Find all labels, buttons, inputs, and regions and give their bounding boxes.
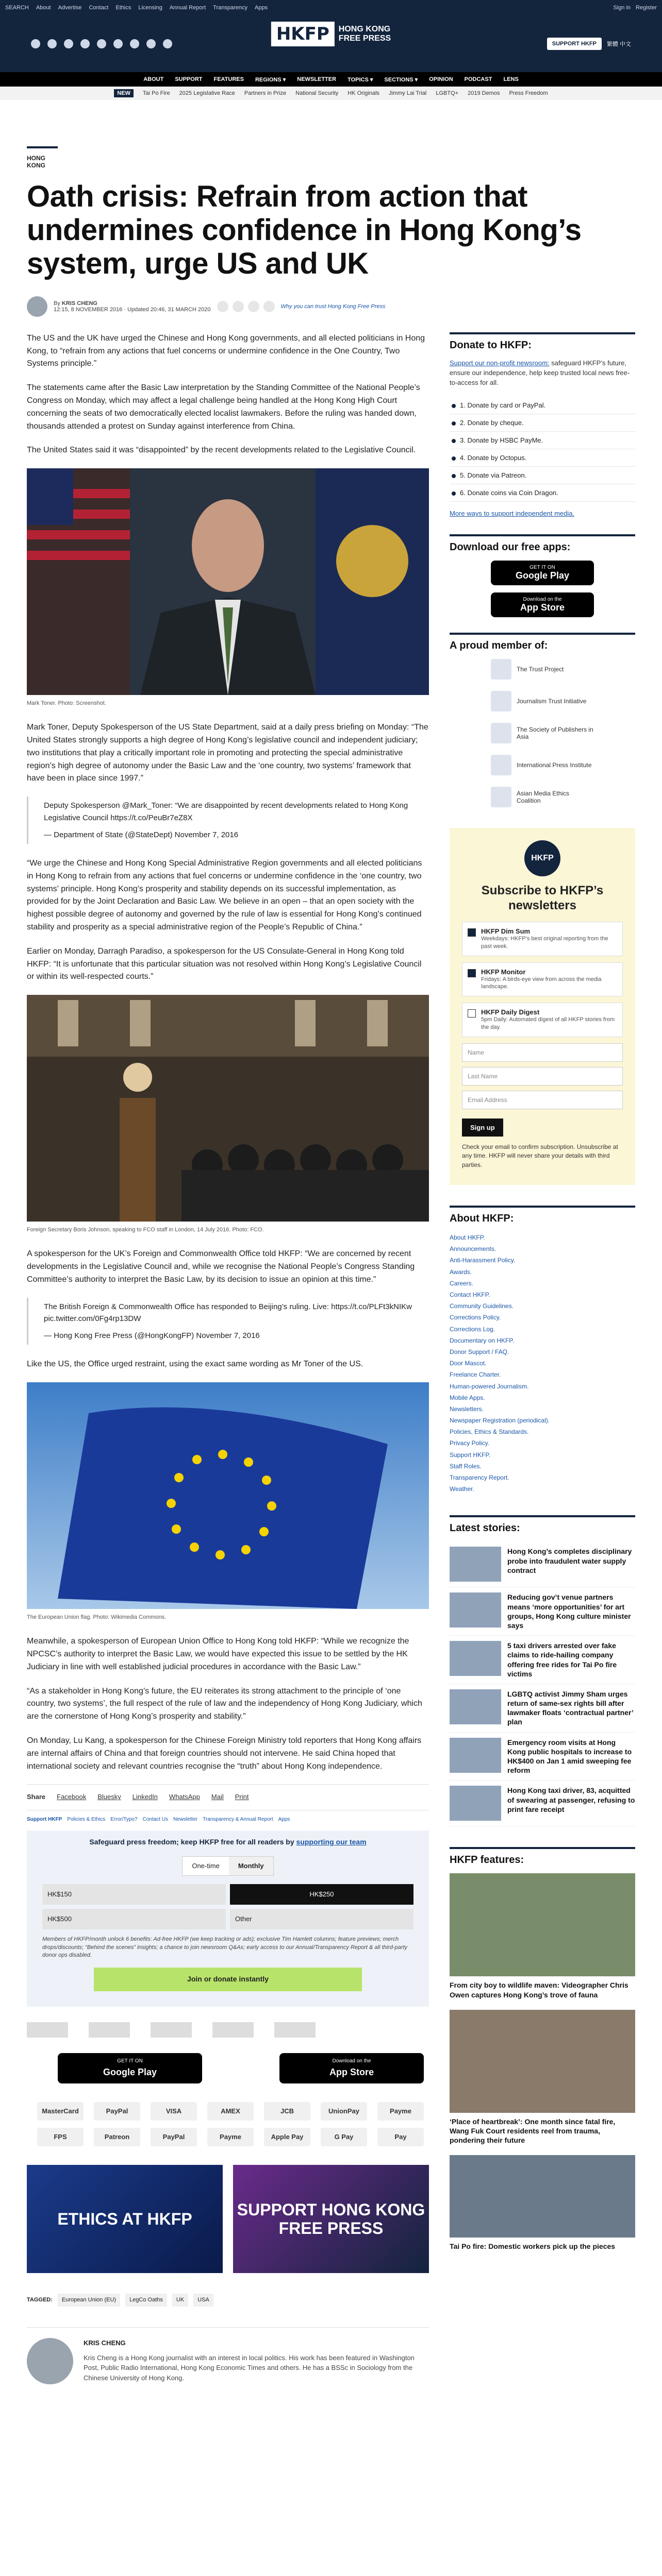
sidebar-as-small: Download on the	[523, 597, 562, 603]
photo-eu-flag	[27, 1382, 429, 1609]
about-link[interactable]: Community Guidelines.	[450, 1302, 514, 1310]
trending-item[interactable]: HK Originals	[347, 90, 380, 96]
nav-regions[interactable]: REGIONS ▾	[255, 76, 286, 83]
newsletter-title: Subscribe to HKFP’s newsletters	[481, 884, 604, 913]
story-title: Hong Kong’s completes disciplinary probe into fraudulent water supply contract	[507, 1547, 632, 1574]
payment-pay-icon: Pay	[377, 2128, 424, 2146]
bluesky-icon[interactable]	[113, 39, 123, 48]
support-link[interactable]: Policies & Ethics	[67, 1816, 106, 1822]
trending-item[interactable]: 2025 Legislative Race	[179, 90, 235, 96]
app-store-label: App Store	[329, 2066, 374, 2077]
utility-link-annual-report[interactable]: Annual Report	[169, 5, 206, 11]
share-print[interactable]: Print	[235, 1793, 249, 1801]
sidebar-app-store-badge[interactable]	[491, 592, 594, 617]
publish-date: 12:15, 8 NOVEMBER 2016	[54, 306, 123, 313]
about-link[interactable]: Weather.	[450, 1485, 474, 1493]
story-title: Emergency room visits at Hong Kong public hospitals to increase to HK$400 on Jan 1 amid sweeping fee reform	[507, 1738, 632, 1775]
photo-caption: Foreign Secretary Boris Johnson, speaking to FCO staff in London, 14 July 2016. Photo: FCO.	[27, 1227, 264, 1233]
app-store-small: Download on the	[332, 2058, 371, 2064]
feature-thumbnail	[450, 2155, 635, 2238]
member-org[interactable]: The Trust Project	[491, 659, 594, 680]
payment-payme-icon: Payme	[207, 2128, 254, 2146]
app-store-badges	[58, 2053, 429, 2083]
donation-method[interactable]: 5. Donate via Patreon.	[450, 467, 635, 484]
story-thumbnail	[450, 1592, 501, 1628]
nav-sections[interactable]: SECTIONS ▾	[384, 76, 418, 83]
share-mail[interactable]: Mail	[211, 1793, 224, 1801]
paragraph: The US and the UK have urged the Chinese and Hong Kong governments, and all elected politicians in Hong Kong, to “refrain from any actions that fuel concerns or undermine confidence in the One Country, Two Systems principle.”	[27, 333, 425, 368]
trending-item[interactable]: Partners in Prize	[244, 90, 287, 96]
payment-jcb-icon: JCB	[264, 2102, 310, 2121]
newsletter-name: HKFP Dim Sum	[481, 927, 531, 935]
sopa-icon	[491, 723, 511, 743]
about-link[interactable]: Support HKFP.	[450, 1451, 491, 1459]
about-link[interactable]: Door Mascot.	[450, 1360, 487, 1367]
donation-method[interactable]: 6. Donate coins via Coin Dragon.	[450, 484, 635, 502]
support-link[interactable]: Apps	[278, 1816, 290, 1822]
payment-methods	[37, 2102, 429, 2146]
x-icon[interactable]	[47, 39, 57, 48]
newsletter-option[interactable]	[462, 922, 623, 956]
tags-row	[27, 2294, 429, 2307]
story-thumbnail	[450, 1689, 501, 1724]
utility-link-apps[interactable]: Apps	[255, 5, 268, 11]
photo-boris-johnson	[27, 995, 429, 1222]
member-logos-row	[27, 2022, 429, 2038]
frequency-tabs	[182, 1856, 273, 1876]
about-link[interactable]: Policies, Ethics & Standards.	[450, 1428, 529, 1436]
payment-mastercard-icon: MasterCard	[37, 2102, 84, 2121]
feature-title: From city boy to wildlife maven: Videographer Chris Owen captures Hong Kong’s trove of fauna	[450, 1981, 628, 1999]
share-icons	[217, 301, 275, 312]
about-link[interactable]: Human-powered Journalism.	[450, 1382, 529, 1390]
about-link[interactable]: Mobile Apps.	[450, 1394, 485, 1401]
trust-project-logo[interactable]	[27, 2022, 68, 2038]
payment-patreon-icon: Patreon	[94, 2128, 140, 2146]
about-heading: About HKFP:	[450, 1206, 635, 1225]
payment-fps-icon: FPS	[37, 2128, 84, 2146]
author-box	[27, 2327, 429, 2384]
section-label[interactable]: HONG KONG	[27, 146, 58, 169]
donation-method[interactable]: 2. Donate by cheque.	[450, 414, 635, 432]
donate-heading	[42, 1837, 413, 1848]
amount-option[interactable]: Other	[230, 1909, 413, 1929]
checkbox-unchecked[interactable]	[468, 1009, 476, 1018]
updated-date: Updated 20:46, 31 MARCH 2020	[127, 306, 211, 313]
ipi-icon	[491, 755, 511, 775]
about-link[interactable]: Documentary on HKFP.	[450, 1336, 515, 1344]
tab-monthly[interactable]: Monthly	[229, 1857, 273, 1875]
newsletter-name: HKFP Daily Digest	[481, 1008, 540, 1016]
newsletter-option[interactable]	[462, 962, 623, 997]
payment-paypal-icon: PayPal	[94, 2102, 140, 2121]
telegram-icon[interactable]	[146, 39, 156, 48]
new-badge: NEW	[114, 89, 134, 97]
feature-title: Tai Po fire: Domestic workers pick up the pieces	[450, 2242, 616, 2251]
about-link[interactable]: Newsletters.	[450, 1405, 484, 1413]
latest-story[interactable]	[450, 1636, 635, 1684]
share-x-icon[interactable]	[233, 301, 244, 312]
sidebar-google-play-badge[interactable]	[491, 561, 594, 585]
story-thumbnail	[450, 1786, 501, 1821]
trending-item[interactable]: Tai Po Fire	[142, 90, 170, 96]
utility-link-transparency[interactable]: Transparency	[213, 5, 247, 11]
rss-icon[interactable]	[163, 39, 172, 48]
trending-item[interactable]: 2019 Demos	[468, 90, 500, 96]
latest-story[interactable]	[450, 1587, 635, 1636]
nav-about[interactable]: ABOUT	[143, 76, 164, 82]
donate-heading-link[interactable]: supporting our team	[296, 1838, 367, 1846]
logo-line-2: FREE PRESS	[338, 34, 391, 43]
email-input[interactable]: Email Address	[462, 1091, 623, 1109]
newsletter-note: Check your email to confirm subscription. Unsubscribe at any time. HKFP will never share your details with third parties.	[462, 1143, 618, 1168]
amount-option[interactable]: HK$150	[42, 1884, 226, 1905]
support-links	[27, 1810, 429, 1824]
share-whatsapp-icon[interactable]	[248, 301, 259, 312]
tag[interactable]: UK	[172, 2294, 188, 2307]
payment-payme-icon: Payme	[377, 2102, 424, 2121]
paragraph: Earlier on Monday, Darragh Paradiso, a spokesperson for the US Consulate-General in Hong Kong told HKFP: “It is unfortunate that this particular situation was not resolved within Hong Kong’s Legislative Council or within its well-respected courts.”	[27, 946, 422, 981]
trending-item[interactable]: National Security	[295, 90, 339, 96]
story-thumbnail	[450, 1547, 501, 1582]
member-org[interactable]: The Society of Publishers in Asia	[491, 723, 594, 743]
search-link[interactable]: SEARCH	[5, 5, 29, 11]
ipi-logo[interactable]	[212, 2022, 254, 2038]
nav-features[interactable]: FEATURES	[213, 76, 244, 82]
nav-support[interactable]: SUPPORT	[175, 76, 203, 82]
youtube-icon[interactable]	[97, 39, 106, 48]
newsletter-desc: 5pm Daily: Automated digest of all HKFP stories from the day.	[481, 1016, 615, 1031]
member-org[interactable]: Asian Media Ethics Coalition	[491, 787, 594, 807]
payment-amex-icon: AMEX	[207, 2102, 254, 2121]
latest-heading: Latest stories:	[450, 1515, 635, 1534]
share-bar	[27, 1784, 429, 1802]
about-link[interactable]: Newspaper Registration (periodical).	[450, 1417, 550, 1425]
support-hkfp-button[interactable]: SUPPORT HKFP	[547, 38, 602, 50]
member-orgs	[450, 659, 635, 807]
newsletter-desc: Weekdays: HKFP’s best original reporting from the past week.	[481, 935, 608, 950]
nav-topics[interactable]: TOPICS ▾	[347, 76, 373, 83]
join-donate-button[interactable]: Join or donate instantly	[94, 1968, 362, 1991]
feature-story[interactable]	[450, 2155, 635, 2251]
trending-item[interactable]: Press Freedom	[509, 90, 548, 96]
story-title: LGBTQ activist Jimmy Sham urges return of same-sex rights bill after lawmaker floats ‘contractual partner’ plan	[507, 1689, 634, 1726]
latest-stories	[450, 1541, 635, 1826]
payment-applepay-icon: Apple Pay	[264, 2128, 310, 2146]
checkbox-checked[interactable]	[468, 969, 476, 977]
paragraph: A spokesperson for the UK’s Foreign and Commonwealth Office told HKFP: “We are concerned by recent developments in the Legislative Council and, while we recognise the National People’s Congress Standing Committee’s authority to interpret the Basic Law, by its decision to issue an opinion at this time.”	[27, 1249, 415, 1284]
jti-logo[interactable]	[89, 2022, 130, 2038]
sidebar-as-label: App Store	[520, 602, 565, 613]
trust-project-icon	[491, 659, 511, 680]
donation-methods	[450, 397, 635, 502]
google-play-small: GET IT ON	[117, 2058, 143, 2064]
payment-gpay-icon: G Pay	[321, 2128, 367, 2146]
author-name[interactable]: KRIS CHENG	[61, 300, 97, 307]
membership-note: Members of HKFP/month unlock 6 benefits: Ad-free HKFP (we keep tracking or ads); exclusive Tim Hamlett columns; feature previews; merch drops/discounts; “Behind the scenes” insights; a chance to join newsroom Q&As; early access to our Annual/Transparency Report & all third-party donor ops disabled.	[42, 1936, 408, 1958]
trending-item[interactable]: LGBTQ+	[436, 90, 459, 96]
name-input[interactable]: Name	[462, 1043, 623, 1062]
about-link[interactable]: Transparency Report.	[450, 1474, 509, 1481]
about-link[interactable]: Freelance Charter.	[450, 1371, 501, 1379]
feature-thumbnail	[450, 1873, 635, 1976]
author-avatar[interactable]	[27, 296, 47, 317]
tweet-meta[interactable]: — Hong Kong Free Press (@HongKongFP) November 7, 2016	[44, 1331, 260, 1341]
newsletter-desc: Fridays: A birds-eye view from across the media landscape.	[481, 976, 602, 990]
story-thumbnail	[450, 1641, 501, 1676]
about-link[interactable]: Staff Roles.	[450, 1462, 482, 1470]
nav-lens[interactable]: LENS	[503, 76, 519, 82]
donate-sidebar-link[interactable]: Support our non-profit newsroom:	[450, 359, 550, 367]
author-box-bio: Kris Cheng is a Hong Kong journalist with an interest in local politics. His work has been featured in Washington Post, Public Radio International, Hong Kong Economic Times and others. He has a BSSc in Sociology from the Chinese University of Hong Kong.	[84, 2353, 415, 2382]
share-label: Share	[27, 1793, 46, 1801]
article-body	[27, 332, 429, 2385]
story-title: Reducing gov’t venue partners means ‘more opportunities’ for art groups, Hong Kong culture minister says	[507, 1593, 631, 1630]
payment-paypal-icon: PayPal	[151, 2128, 197, 2146]
social-icons	[31, 39, 172, 48]
language-switch[interactable]: 繁體 中文	[606, 41, 631, 47]
about-link[interactable]: About HKFP.	[450, 1234, 485, 1242]
payment-visa-icon: VISA	[151, 2102, 197, 2121]
donate-widget	[27, 1831, 429, 2007]
sopa-logo[interactable]	[151, 2022, 192, 2038]
signup-button[interactable]: Sign up	[462, 1118, 503, 1137]
tweet-meta[interactable]: — Department of State (@StateDept) November 7, 2016	[44, 830, 239, 839]
utility-link-licensing[interactable]: Licensing	[138, 5, 162, 11]
latest-story[interactable]	[450, 1781, 635, 1826]
nav-newsletter[interactable]: NEWSLETTER	[297, 76, 337, 82]
about-link[interactable]: Anti-Harassment Policy.	[450, 1257, 516, 1264]
features-heading: HKFP features:	[450, 1847, 635, 1866]
sidebar-gp-small: GET IT ON	[529, 565, 555, 571]
utility-link-advertise[interactable]: Advertise	[58, 5, 82, 11]
tweet-text: The British Foreign & Commonwealth Office has responded to Beijing’s ruling. Live: https://t.co/PLFt3kNIKw pic.twitter.com/0Fg4rp13DW	[44, 1302, 412, 1323]
utility-links	[36, 5, 268, 11]
ethics-banner[interactable]: ETHICS AT HKFP	[27, 2165, 223, 2273]
embedded-tweet	[27, 1298, 429, 1345]
support-banner[interactable]: SUPPORT HONG KONG FREE PRESS	[233, 2165, 429, 2273]
last-name-input[interactable]: Last Name	[462, 1067, 623, 1086]
amount-option[interactable]: HK$500	[42, 1909, 226, 1929]
logo-line-1: HONG KONG	[338, 25, 391, 34]
share-facebook-icon[interactable]	[217, 301, 228, 312]
support-link[interactable]: Contact Us	[142, 1816, 168, 1822]
main-nav	[0, 72, 662, 87]
facebook-icon[interactable]	[31, 39, 40, 48]
register-link[interactable]: Register	[636, 5, 657, 11]
about-link[interactable]: Donor Support / FAQ.	[450, 1348, 509, 1355]
latest-story[interactable]	[450, 1541, 635, 1587]
share-linkedin[interactable]: LinkedIn	[132, 1793, 158, 1801]
donate-sidebar-text	[450, 359, 635, 388]
share-whatsapp[interactable]: WhatsApp	[169, 1793, 200, 1801]
feature-title: ‘Place of heartbreak’: One month since fatal fire, Wang Fuk Court residents reel from trauma, pondering their future	[450, 2117, 616, 2145]
threads-icon[interactable]	[80, 39, 90, 48]
tag[interactable]: LegCo Oaths	[125, 2294, 167, 2307]
newsletter-logo: HKFP	[524, 840, 560, 876]
tags-label: TAGGED:	[27, 2297, 53, 2303]
nav-opinion[interactable]: OPINION	[429, 76, 453, 82]
brand-header	[0, 15, 662, 72]
donation-method[interactable]: 4. Donate by Octopus.	[450, 449, 635, 467]
app-store-badge[interactable]	[279, 2053, 424, 2083]
about-link[interactable]: Privacy Policy.	[450, 1439, 490, 1447]
about-link[interactable]: Corrections Policy.	[450, 1314, 501, 1321]
donate-heading-text: Safeguard press freedom; keep HKFP free for all readers by	[89, 1838, 294, 1846]
author-box-avatar[interactable]	[27, 2338, 73, 2384]
about-links	[450, 1232, 635, 1495]
jti-icon	[491, 691, 511, 711]
story-title: Hong Kong taxi driver, 83, acquitted of swearing at passenger, refusing to print fare receipt	[507, 1786, 635, 1814]
support-link[interactable]: Transparency & Annual Report	[203, 1816, 273, 1822]
paragraph: The United States said it was “disappointed” by the recent developments related to the Legislative Council.	[27, 446, 416, 455]
paragraph: Like the US, the Office urged restraint, using the exact same wording as Mr Toner of the US.	[27, 1360, 363, 1369]
amount-option-selected[interactable]: HK$250	[230, 1884, 413, 1905]
google-play-badge[interactable]	[58, 2053, 202, 2083]
amec-icon	[491, 787, 511, 807]
donate-sidebar-body: safeguard HKFP’s future, ensure our independence, help keep trusted local news free-to-access for all.	[450, 359, 630, 386]
latest-story[interactable]	[450, 1733, 635, 1781]
site-logo[interactable]: HKFP HONG KONG FREE PRESS	[271, 22, 391, 46]
newsletter-name: HKFP Monitor	[481, 968, 526, 976]
linkedin-icon[interactable]	[130, 39, 139, 48]
support-link[interactable]: Error/Typo?	[110, 1816, 138, 1822]
trust-link[interactable]: Why you can trust Hong Kong Free Press	[280, 303, 386, 310]
member-org[interactable]: International Press Institute	[491, 755, 594, 775]
about-link[interactable]: Careers.	[450, 1279, 474, 1287]
utility-link-ethics[interactable]: Ethics	[115, 5, 131, 11]
utility-link-about[interactable]: About	[36, 5, 51, 11]
feature-story[interactable]	[450, 1873, 635, 1999]
feature-stories	[450, 1873, 635, 2251]
tab-one-time[interactable]: One-time	[183, 1857, 228, 1875]
support-link[interactable]: Newsletter	[173, 1816, 198, 1822]
donate-sidebar-heading: Donate to HKFP:	[450, 332, 635, 351]
sidebar-gp-label: Google Play	[515, 570, 570, 581]
feature-thumbnail	[450, 2010, 635, 2113]
instagram-icon[interactable]	[64, 39, 73, 48]
newsletter-signup	[450, 828, 635, 1185]
tag[interactable]: European Union (EU)	[58, 2294, 120, 2307]
photo-mark-toner	[27, 468, 429, 695]
feature-story[interactable]	[450, 2010, 635, 2145]
amec-logo[interactable]	[274, 2022, 316, 2038]
promo-banners	[27, 2165, 429, 2273]
donation-method[interactable]: 1. Donate by card or PayPal.	[450, 397, 635, 414]
photo-caption: Mark Toner. Photo: Screenshot.	[27, 700, 106, 707]
tweet-text: Deputy Spokesperson @Mark_Toner: “We are disappointed by recent developments related to Hong Kong Legislative Council https://t.co/PeuBr7eZ8X	[44, 801, 408, 822]
about-link[interactable]: Announcements.	[450, 1245, 496, 1253]
photo-caption: The European Union flag. Photo: Wikimedia Commons.	[27, 1614, 167, 1621]
paragraph: “As a stakeholder in Hong Kong’s future, the EU reiterates its strong attachment to the principle of ‘one country, two systems’, the full respect of the rule of law and the independency of Hong Kong Judiciary, which are the cornerstone of Hong Kong’s prosperity and stability.”	[27, 1686, 422, 1721]
sign-in-link[interactable]: Sign in	[613, 5, 631, 11]
apps-heading: Download our free apps:	[450, 534, 635, 553]
about-link[interactable]: Corrections Log.	[450, 1325, 495, 1333]
paragraph: On Monday, Lu Kang, a spokesperson for the Chinese Foreign Ministry told reporters that Hong Kong affairs are internal affairs of China and that foreign countries should not intervene. He said China hoped that international society and relevant countries recognise the “truth” about Hong Kong independence.	[27, 1736, 422, 1771]
checkbox-checked[interactable]	[468, 928, 476, 937]
tag[interactable]: USA	[193, 2294, 213, 2307]
about-link[interactable]: Contact HKFP.	[450, 1291, 490, 1298]
more-ways-link[interactable]: More ways to support independent media.	[450, 510, 575, 518]
member-org[interactable]: Journalism Trust Initiative	[491, 691, 594, 711]
paragraph: Mark Toner, Deputy Spokesperson of the US State Department, said at a daily press briefing on Monday: “The United States strongly supports a high degree of Hong Kong’s legislative council and independent judiciary; two institutions that play a critically important role in promoting and protecting the special administrative region’s high degree of autonomy under the Basic Law and the ‘one country, two systems’ framework that have been in place since 1997.”	[27, 723, 428, 783]
trending-bar	[0, 87, 662, 100]
nav-podcast[interactable]: PODCAST	[464, 76, 492, 82]
google-play-label: Google Play	[103, 2066, 157, 2077]
embedded-tweet	[27, 796, 429, 844]
amount-options	[42, 1884, 413, 1929]
share-facebook[interactable]: Facebook	[57, 1793, 87, 1801]
payment-unionpay-icon: UnionPay	[321, 2102, 367, 2121]
paragraph: Meanwhile, a spokesperson of European Union Office to Hong Kong told HKFP: “While we recognize the NPCSC’s authority to interpret the Basic Law, we would have expected this issue to be settled by the HK Judiciary in line with well established judicial procedures in accordance with the Basic Law.”	[27, 1637, 409, 1671]
support-link[interactable]: Support HKFP	[27, 1816, 62, 1822]
story-title: 5 taxi drivers arrested over fake claims to ride-hailing company offering free rides for Tai Po fire victims	[507, 1641, 617, 1678]
author-box-name[interactable]: KRIS CHENG	[84, 2339, 126, 2347]
share-email-icon[interactable]	[263, 301, 275, 312]
utility-link-contact[interactable]: Contact	[89, 5, 109, 11]
byline: By KRIS CHENG 12:15, 8 NOVEMBER 2016 · Updated 20:46, 31 MARCH 2020 Why you can trust Hong Kong Free Press	[27, 296, 635, 317]
sidebar	[450, 332, 635, 2385]
story-thumbnail	[450, 1738, 501, 1773]
latest-story[interactable]	[450, 1684, 635, 1733]
donation-method[interactable]: 3. Donate by HSBC PayMe.	[450, 432, 635, 449]
top-utility-bar	[0, 0, 662, 15]
share-bluesky[interactable]: Bluesky	[97, 1793, 121, 1801]
newsletter-option[interactable]	[462, 1003, 623, 1037]
paragraph: The statements came after the Basic Law interpretation by the Standing Committee of the National People’s Congress on Monday, which may affect a legal challenge being handled at the Hong Kong High Court concerning the seats of two democratically elected localist lawmakers. Before the ruling was handed down, thousands attended a protest on Sunday against interference from China.	[27, 383, 420, 431]
trending-item[interactable]: Jimmy Lai Trial	[389, 90, 427, 96]
about-link[interactable]: Awards.	[450, 1268, 472, 1276]
article-title: Oath crisis: Refrain from action that undermines confidence in Hong Kong’s system, urge US and UK	[27, 180, 582, 280]
paragraph: “We urge the Chinese and Hong Kong Special Administrative Region governments and all elected politicians in Hong Kong to refrain from any actions that fuel concerns or undermine confidence in the ‘one country, two systems’ principle. Hong Kong’s prosperity and stability depends on its successful implementation, as provided for by the Joint Declaration and Basic Law. We believe in an open – that an open society with the highest possible degree of autonomy and governed by the rule of law is essential for Hong Kong’s continued stability and prosperity as a special administrative region of the People’s Republic of China.”	[27, 859, 422, 931]
proud-member-heading: A proud member of:	[450, 633, 635, 652]
